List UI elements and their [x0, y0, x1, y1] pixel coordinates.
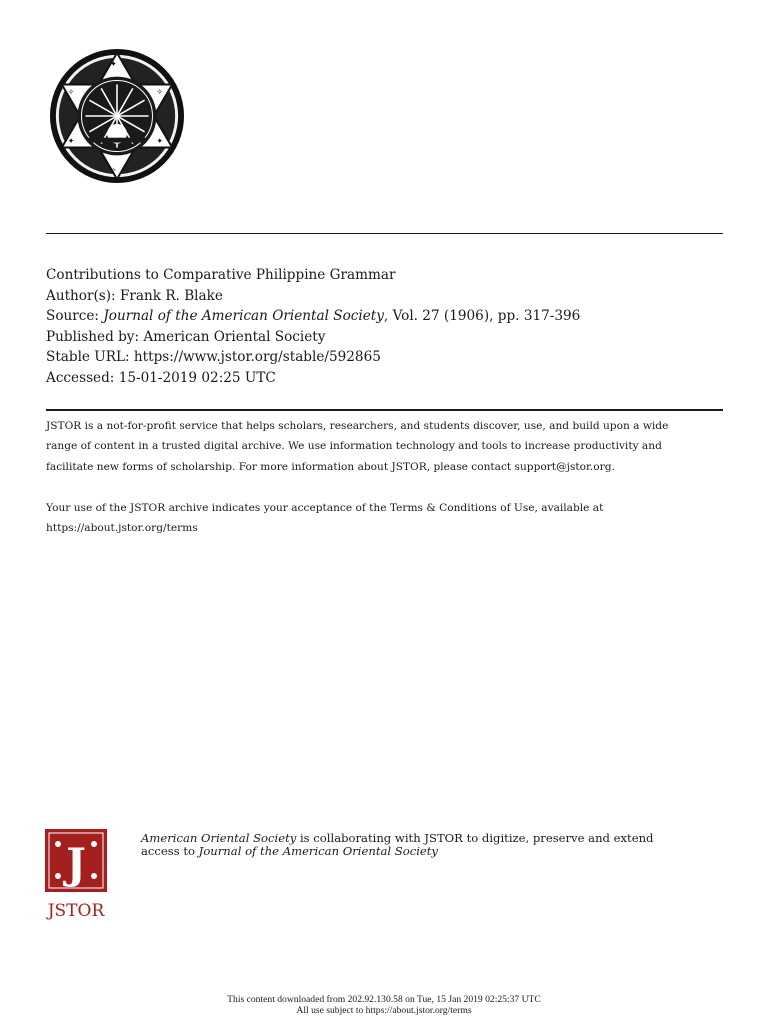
jstor-wordmark: JSTOR [47, 901, 105, 920]
svg-text:✧: ✧ [156, 87, 164, 97]
collab-publisher: American Oriental Society [141, 831, 297, 845]
svg-text:✦: ✦ [156, 136, 164, 146]
collab-journal: Journal of the American Oriental Society [198, 844, 438, 858]
svg-text:✧: ✧ [67, 87, 75, 97]
journal-name: Journal of the American Oriental Society [103, 308, 384, 325]
download-footer: This content downloaded from 202.92.130.58 on Tue, 15 Jan 2019 02:25:37 UTC All use subject to https://about.jstor.org/terms [227, 994, 541, 1016]
svg-text:✧: ✧ [110, 166, 117, 176]
jstor-notice: JSTOR is a not-for-profit service that helps scholars, researchers, and students discover, use, and build upon a wide range of content in a trusted digital archive. We use information technology and tools to increase productivity and facilitate new forms of scholarship. For more information about JSTOR, please contact support@jstor.org. [46, 420, 669, 473]
publisher-line: Published by: American Oriental Society [46, 328, 326, 345]
jstor-logo-icon [44, 828, 108, 920]
citation-block [46, 265, 580, 389]
stable-url-link[interactable]: https://www.jstor.org/stable/592865 [133, 349, 381, 366]
notice-divider [46, 409, 723, 411]
american-oriental-society-seal-icon [48, 47, 186, 185]
accessed-date: 15-01-2019 02:25 UTC [118, 369, 276, 386]
source-line: Source: Journal of the American Oriental Society, Vol. 27 (1906), pp. 317-396 [46, 308, 581, 325]
article-title: Contributions to Comparative Philippine Grammar [46, 267, 396, 283]
accessed-line: Accessed: 15-01-2019 02:25 UTC [46, 369, 276, 386]
header-divider [46, 233, 723, 234]
authors-line: Author(s): Frank R. Blake [46, 287, 223, 304]
terms-notice: Your use of the JSTOR archive indicates your acceptance of the Terms & Conditions of Use, available at https://about.jstor.org/terms [46, 498, 726, 539]
svg-text:✦: ✦ [110, 59, 117, 69]
author-name: Frank R. Blake [119, 287, 223, 304]
svg-text:J: J [66, 839, 86, 888]
terms-link[interactable]: https://about.jstor.org/terms [46, 522, 198, 535]
stable-url-line: Stable URL: https://www.jstor.org/stable/592865 [46, 349, 381, 366]
collaboration-statement: American Oriental Society is collaborating with JSTOR to digitize, preserve and extend access to Journal of the American Oriental Society [141, 831, 654, 858]
publisher-name: American Oriental Society [143, 328, 326, 345]
svg-text:✦: ✦ [67, 136, 75, 146]
